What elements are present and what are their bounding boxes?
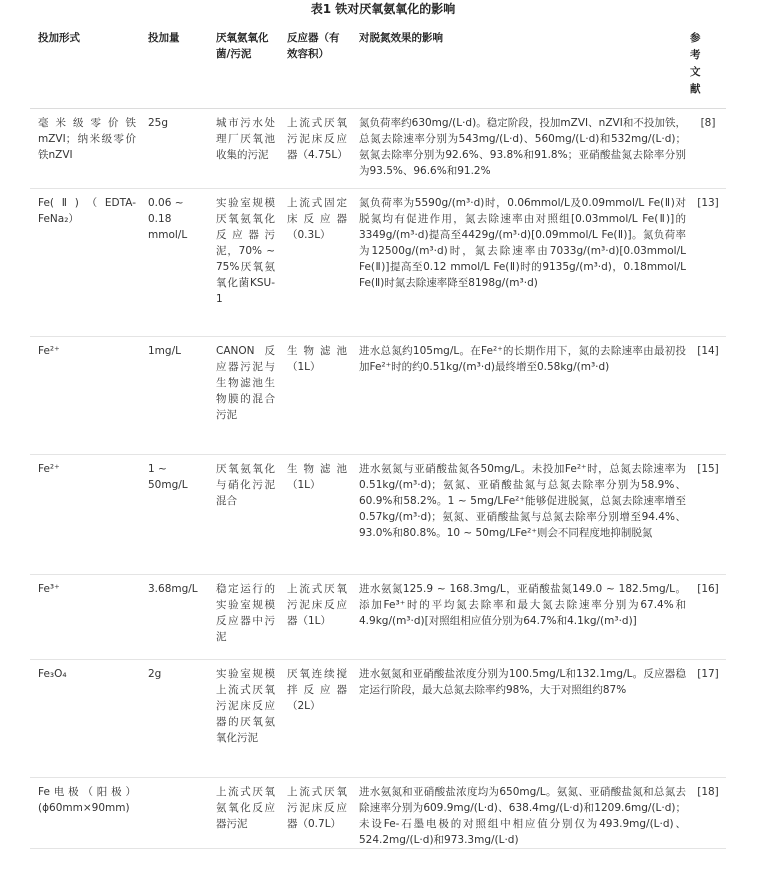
table-row: [30, 660, 726, 778]
table-row: [30, 189, 726, 337]
table-row: [30, 337, 726, 455]
cell-form: Fe³⁺: [30, 575, 140, 660]
cell-form: Fe(Ⅱ)（EDTA-FeNa₂）: [30, 189, 140, 337]
cell-effect: 进水氨氮和亚硝酸盐浓度均为650mg/L。氨氮、亚硝酸盐氮和总氮去除速率分别为609.9mg/(L·d)、638.4mg/(L·d)和1209.6mg/(L·d)；未设Fe-石墨电极的对照组中相应值分别仅为493.9mg/(L·d)、524.2mg/(L·d)和973.3mg/(L·d): [351, 778, 690, 849]
iron-anammox-table: [30, 24, 726, 849]
cell-dose: 1mg/L: [140, 337, 208, 455]
header-dose: 投加量: [140, 24, 208, 109]
cell-effect: 进水氨氮和亚硝酸盐浓度分别为100.5mg/L和132.1mg/L。反应器稳定运行阶段，最大总氮去除率约98%，大于对照组约87%: [351, 660, 690, 778]
cell-dose: 3.68mg/L: [140, 575, 208, 660]
cell-reference: [16]: [690, 575, 726, 660]
cell-form: Fe₃O₄: [30, 660, 140, 778]
table-row: [30, 455, 726, 575]
cell-effect: 进水氨氮与亚硝酸盐氮各50mg/L。未投加Fe²⁺时，总氮去除速率为0.51kg/(m³·d)；氨氮、亚硝酸盐氮与总氮去除率分别为58.9%、60.9%和58.2%。1 ~ 5mg/LFe²⁺能够促进脱氮，总氮去除速率增至0.57kg/(m³·d)；氨氮、亚硝酸盐氮与总氮去除率分别增至94.4%、93.0%和80.8%。10 ~ 50mg/LFe²⁺则会不同程度地抑制脱氮: [351, 455, 690, 575]
header-sludge: 厌氧氨氧化菌/污泥: [208, 24, 279, 109]
cell-reference: [14]: [690, 337, 726, 455]
table-row: [30, 109, 726, 189]
cell-dose: 0.06 ~ 0.18 mmol/L: [140, 189, 208, 337]
table-row: [30, 575, 726, 660]
cell-sludge: CANON反应器污泥与生物滤池生物膜的混合污泥: [208, 337, 279, 455]
cell-reference: [13]: [690, 189, 726, 337]
header-effect: 对脱氮效果的影响: [351, 24, 690, 109]
cell-dose: 2g: [140, 660, 208, 778]
cell-form: Fe²⁺: [30, 337, 140, 455]
cell-sludge: 稳定运行的实验室规模反应器中污泥: [208, 575, 279, 660]
cell-form: 毫米级零价铁mZVI；纳米级零价铁nZVI: [30, 109, 140, 189]
cell-dose: 1 ~ 50mg/L: [140, 455, 208, 575]
cell-reactor: 上流式厌氧污泥床反应器（1L）: [279, 575, 351, 660]
cell-effect: 进水氨氮125.9 ~ 168.3mg/L，亚硝酸盐氮149.0 ~ 182.5mg/L。添加Fe³⁺时的平均氮去除率和最大氮去除速率分别为67.4%和4.9kg/(m³·d)[对照组相应值分别为64.7%和4.1kg/(m³·d)]: [351, 575, 690, 660]
cell-reactor: 厌氧连续搅拌反应器（2L）: [279, 660, 351, 778]
cell-reactor: 上流式厌氧污泥床反应器（4.75L）: [279, 109, 351, 189]
cell-effect: 进水总氮约105mg/L。在Fe²⁺的长期作用下，氮的去除速率由最初投加Fe²⁺时的约0.51kg/(m³·d)最终增至0.58kg/(m³·d): [351, 337, 690, 455]
cell-reactor: 生物滤池（1L）: [279, 455, 351, 575]
cell-reactor: 上流式厌氧污泥床反应器（0.7L）: [279, 778, 351, 849]
cell-sludge: 上流式厌氧氨氧化反应器污泥: [208, 778, 279, 849]
cell-sludge: 实验室规模上流式厌氧污泥床反应器的厌氧氨氧化污泥: [208, 660, 279, 778]
cell-reactor: 生物滤池（1L）: [279, 337, 351, 455]
cell-dose: [140, 778, 208, 849]
header-reactor: 反应器（有效容积）: [279, 24, 351, 109]
cell-form: Fe电极（阳极）(ϕ60mm×90mm): [30, 778, 140, 849]
cell-reference: [15]: [690, 455, 726, 575]
cell-effect: 氮负荷率约630mg/(L·d)。稳定阶段，投加mZVI、nZVI和不投加铁，总氮去除速率分别为543mg/(L·d)、560mg/(L·d)和532mg/(L·d)；氨氮去除率分别为92.6%、93.8%和91.8%；亚硝酸盐氮去除率分别为93.5%、96.6%和91.2%: [351, 109, 690, 189]
table-row: [30, 778, 726, 849]
cell-reactor: 上流式固定床反应器（0.3L）: [279, 189, 351, 337]
cell-form: Fe²⁺: [30, 455, 140, 575]
table-caption: 表1 铁对厌氧氨氧化的影响: [310, 2, 456, 16]
header-form: 投加形式: [30, 24, 140, 109]
cell-sludge: 厌氧氨氧化与硝化污泥混合: [208, 455, 279, 575]
header-reference: 参 考 文 献: [690, 24, 726, 109]
cell-dose: 25g: [140, 109, 208, 189]
header-row: [30, 24, 726, 109]
cell-sludge: 城市污水处理厂厌氧池收集的污泥: [208, 109, 279, 189]
cell-reference: [17]: [690, 660, 726, 778]
cell-reference: [18]: [690, 778, 726, 849]
cell-reference: [8]: [690, 109, 726, 189]
cell-sludge: 实验室规模厌氧氨氧化反应器污泥，70% ~ 75%厌氧氨氧化菌KSU-1: [208, 189, 279, 337]
cell-effect: 氮负荷率为5590g/(m³·d)时，0.06mmol/L及0.09mmol/L Fe(Ⅱ)对脱氮均有促进作用，氮去除速率由对照组[0.03mmol/L Fe(Ⅱ)]的3349g/(m³·d)提高至4429g/(m³·d)[0.09mmol/L Fe(Ⅱ)]。氮负荷率为12500g/(m³·d)时，氮去除速率由7033g/(m³·d)[0.03mmol/L Fe(Ⅱ)]提高至0.12 mmol/L Fe(Ⅱ)时的9135g/(m³·d)，0.18mmol/L Fe(Ⅱ)时氮去除速率降至8198g/(m³·d): [351, 189, 690, 337]
